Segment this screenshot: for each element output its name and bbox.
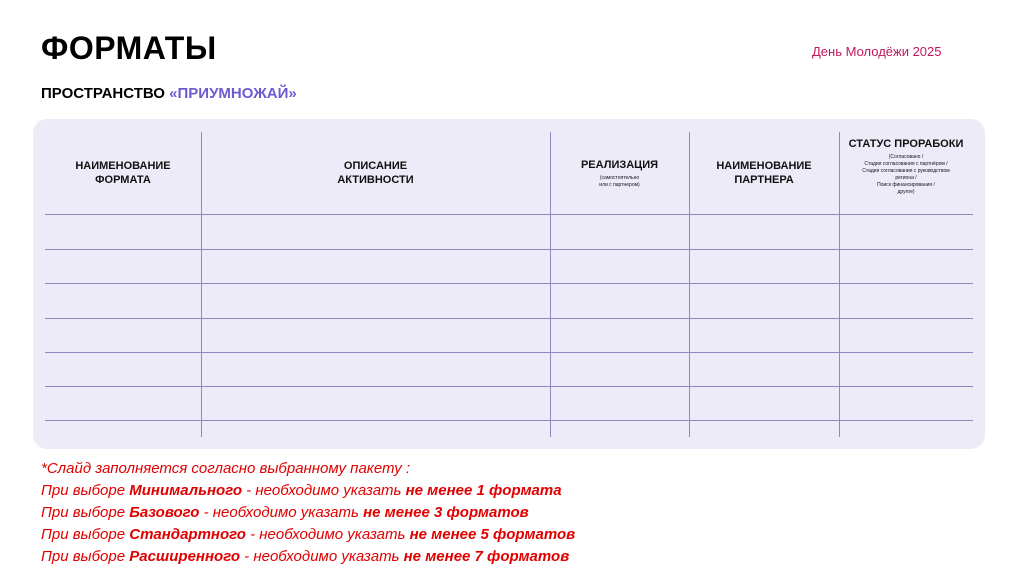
column-header-note: или с партнером) xyxy=(599,181,640,188)
instruction-text: - необходимо указать xyxy=(240,548,404,565)
instruction-line xyxy=(41,502,575,524)
event-label: День Молодёжи 2025 xyxy=(812,44,942,59)
table-row-divider xyxy=(45,283,973,284)
instruction-text: При выборе xyxy=(41,526,130,543)
table-row-divider xyxy=(45,318,973,319)
requirement: не менее 5 форматов xyxy=(409,526,576,543)
column-header-implementation xyxy=(550,132,689,214)
page-title: ФОРМАТЫ xyxy=(41,30,217,66)
subtitle-accent: «ПРИУМНОЖАЙ» xyxy=(169,85,297,102)
column-header-line: НАИМЕНОВАНИЕ xyxy=(716,160,812,172)
column-header-note: другое) xyxy=(897,189,915,195)
package-name: Расширенного xyxy=(129,548,241,565)
subtitle xyxy=(41,85,297,102)
table-row-divider xyxy=(45,420,973,421)
package-name: Базового xyxy=(129,504,200,521)
formats-table xyxy=(45,132,973,437)
instruction-text: - необходимо указать xyxy=(245,526,410,543)
column-header-line: ФОРМАТА xyxy=(95,174,151,186)
column-header-note: (самостоятельно xyxy=(599,174,640,181)
formats-table-panel xyxy=(33,119,985,449)
column-header-line: ОПИСАНИЕ xyxy=(343,160,408,172)
column-header-format-name xyxy=(45,132,201,214)
instruction-text: При выборе xyxy=(41,504,130,521)
column-header-note: Стадия согласования с руководством xyxy=(862,168,950,174)
column-header-note: Поиск финансирования / xyxy=(877,182,935,188)
column-header-activity-description xyxy=(201,132,550,214)
column-header-line: СТАТУС ПРОРАБОКИ xyxy=(848,138,964,150)
table-row-divider xyxy=(45,352,973,353)
column-header-line: ПАРТНЕРА xyxy=(734,174,794,186)
instruction-line xyxy=(41,480,575,502)
instructions-note xyxy=(41,458,575,568)
requirement: не менее 3 форматов xyxy=(363,504,529,521)
table-row-divider xyxy=(45,249,973,250)
package-name: Стандартного xyxy=(129,526,246,543)
column-header-status xyxy=(839,132,973,214)
instructions-heading: *Слайд заполняется согласно выбранному пакету : xyxy=(41,460,411,477)
column-header-line: РЕАЛИЗАЦИЯ xyxy=(580,158,659,171)
requirement: не менее 1 формата xyxy=(405,482,562,499)
column-header-note: (Согласовано / xyxy=(888,154,924,160)
column-header-line: АКТИВНОСТИ xyxy=(337,174,414,186)
instruction-text: При выборе xyxy=(41,482,130,499)
column-header-note: Стадия согласования с партнёром / xyxy=(864,161,948,167)
column-header-partner-name xyxy=(689,132,839,214)
column-header-line: НАИМЕНОВАНИЕ xyxy=(75,160,171,172)
instruction-text: - необходимо указать xyxy=(242,482,406,499)
instruction-line xyxy=(41,546,575,568)
package-name: Минимального xyxy=(129,482,242,499)
instruction-text: - необходимо указать xyxy=(199,504,364,521)
requirement: не менее 7 форматов xyxy=(403,548,570,565)
instruction-text: При выборе xyxy=(41,548,130,565)
instruction-line xyxy=(41,524,575,546)
column-header-note: региона / xyxy=(895,175,917,181)
table-row-divider xyxy=(45,386,973,387)
table-header-divider xyxy=(45,214,973,215)
subtitle-prefix: ПРОСТРАНСТВО xyxy=(41,85,170,102)
